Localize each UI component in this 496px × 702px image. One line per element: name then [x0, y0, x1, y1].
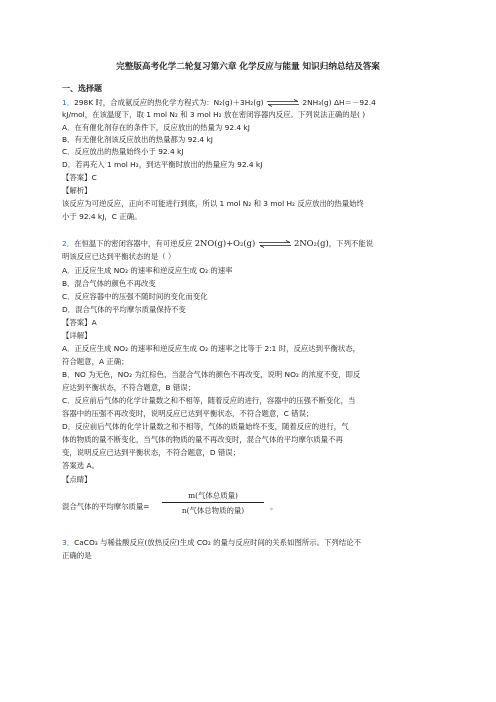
fraction-denominator: n(气体总物质的量) [181, 506, 245, 515]
q2-detail-line7: D．反应前后气体的化学计量数之和不相等，气体的质量始终不变，随着反应的进行，气 [62, 422, 349, 431]
q2-equation-right: 2NO₂(g) [294, 238, 329, 248]
q2-detail-line8: 体的物质的量不断变化，当气体的物质的量不再改变时，混合气体的平均摩尔质量不再 [62, 435, 343, 444]
q2-detail-line5: C．反应前后气体的化学计量数之和不相等，随着反应的进行，容器中的压强不断变化，当 [62, 396, 356, 405]
q2-tip-heading: 【点睛】 [62, 475, 92, 484]
q2-stem-line2: 明该反应已达到平衡状态的是（ ） [62, 252, 176, 261]
q2-tip-end: 。 [270, 502, 278, 511]
q2-detail-line6: 容器中的压强不再改变时，说明反应已达到平衡状态，不符合题意，C 错误； [62, 409, 314, 418]
q2-detail-line2: 符合题意，A 正确； [62, 357, 129, 366]
q2-detail-line10: 答案选 A。 [62, 461, 99, 470]
q2-detail-line4: 应达到平衡状态，不符合题意，B 错误； [62, 383, 196, 392]
q3-number: 3． [62, 538, 75, 547]
q1-option-d: D．若再充入 1 mol H₂，到达平衡时放出的热量应为 92.4 kJ [62, 160, 263, 169]
q2-stem-b: ，下列不能说 [328, 239, 374, 248]
q2-detail-heading: 【详解】 [62, 331, 92, 340]
q1-answer: 【答案】C [62, 173, 97, 182]
q1-number: 1． [62, 98, 75, 107]
q2-detail-line1: A．正反应生成 NO₂ 的速率和逆反应生成 O₂ 的速率之比等于 2:1 时，反应达到平衡状态， [62, 344, 361, 353]
q1-analysis-line1: 该反应为可逆反应，正向不可能进行到底，所以 1 mol N₂ 和 3 mol H₂ 反应放出的热量始终 [62, 199, 364, 208]
equilibrium-arrow-icon [258, 240, 292, 248]
q2-option-a: A．正反应生成 NO₂ 的速率和逆反应生成 O₂ 的速率 [62, 266, 233, 275]
q1-option-b: B．有无催化剂该反应放出的热量都为 92.4 kJ [62, 135, 213, 144]
q2-equation-left: 2NO(g)+O₂(g) [194, 238, 256, 248]
q2-option-d: D．混合气体的平均摩尔质量保持不变 [62, 305, 186, 314]
q1-stem-line2: kJ/mol，在该温度下，取 1 mol N₂ 和 3 mol H₂ 放在密闭容器内反应。下列说法正确的是( ) [62, 110, 366, 119]
section-heading: 一、选择题 [62, 84, 102, 93]
q2-option-b: B．混合气体的颜色不再改变 [62, 279, 156, 288]
q1-stem-line1 [62, 98, 376, 108]
q2-detail-line3: B．NO 为无色，NO₂ 为红棕色，当混合气体的颜色不再改变，说明 NO₂ 的浓度不变，即反 [62, 370, 361, 379]
q2-answer: 【答案】A [62, 318, 97, 327]
q2-number: 2． [62, 239, 75, 248]
q2-stem-line1 [62, 238, 373, 249]
q2-option-c: C．反应容器中的压强不随时间的变化而变化 [62, 292, 208, 301]
q1-stem-a: 298K 时，合成氨反应的热化学方程式为：N₂(g)＋3H₂(g) [74, 98, 264, 107]
q1-analysis-line2: 小于 92.4 kJ，C 正确。 [62, 212, 142, 221]
q3-stem-a: CaCO₃ 与稀盐酸反应(放热反应)生成 CO₂ 的量与反应时间的关系如图所示。下列结论不 [74, 538, 361, 547]
q1-option-a: A．在有催化剂存在的条件下，反应放出的热量为 92.4 kJ [62, 123, 250, 132]
q1-stem-b: 2NH₃(g) ΔH＝－92.4 [302, 98, 376, 107]
fraction-bar [162, 502, 264, 503]
q1-analysis-heading: 【解析】 [62, 186, 92, 195]
q2-detail-line9: 变，说明反应已达到平衡状态，不符合题意，D 错误； [62, 448, 241, 457]
q3-stem-line2: 正确的是 [62, 551, 92, 560]
q2-stem-a: 在恒温下的密闭容器中，有可逆反应 [74, 239, 193, 248]
fraction-numerator: m(气体总质量) [188, 491, 238, 500]
q2-tip-lhs: 混合气体的平均摩尔质量= [62, 502, 150, 511]
molar-mass-fraction [158, 490, 268, 520]
document-title: 完整版高考化学二轮复习第六章 化学反应与能量 知识归纳总结及答案 [116, 62, 380, 72]
equilibrium-arrow-icon [266, 99, 300, 107]
q3-stem-line1 [62, 538, 361, 548]
q1-option-c: C．反应放出的热量始终小于 92.4 kJ [62, 147, 184, 156]
